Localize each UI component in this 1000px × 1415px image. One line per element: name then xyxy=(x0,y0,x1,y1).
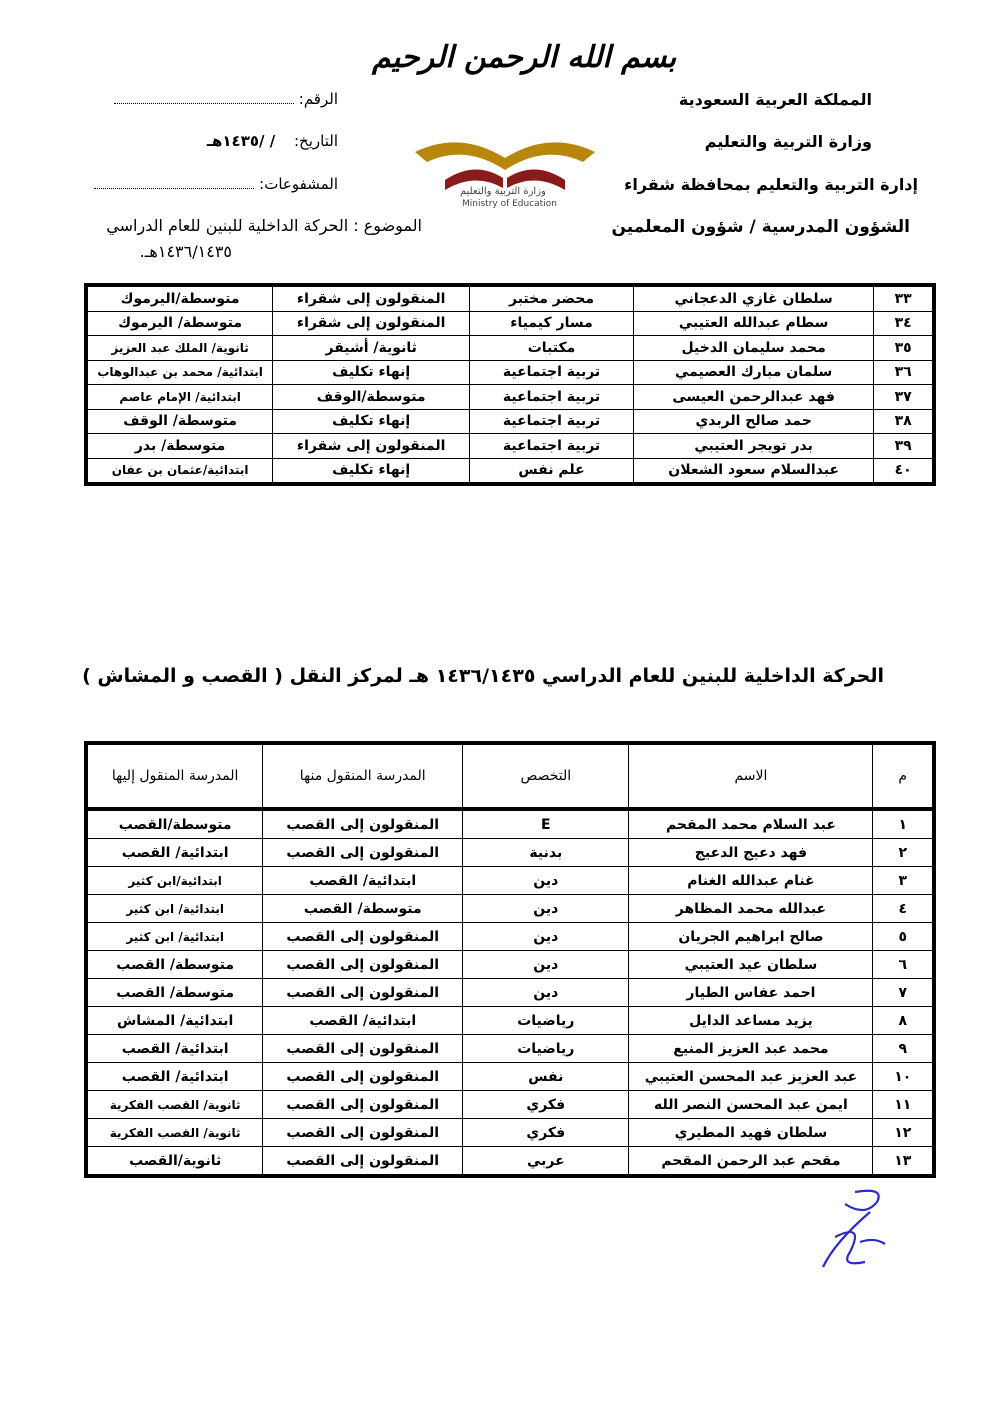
subject-line-2: ١٤٣٦/١٤٣٥هـ. xyxy=(139,242,232,261)
cell-to: ابتدائية/ القصب xyxy=(86,1035,263,1063)
cell-spec: مسار كيمياء xyxy=(470,311,634,336)
cell-num: ٣٧ xyxy=(874,385,934,410)
cell-from: ابتدائية/ القصب xyxy=(263,867,463,895)
cell-num: ٣٤ xyxy=(874,311,934,336)
header-num: م xyxy=(873,743,934,809)
cell-from: المنقولون إلى القصب xyxy=(263,923,463,951)
cell-num: ٢ xyxy=(873,839,934,867)
cell-from: ابتدائية/ القصب xyxy=(263,1007,463,1035)
cell-from: إنهاء تكليف xyxy=(273,409,470,434)
cell-to: ابتدائية/ المشاش xyxy=(86,1007,263,1035)
cell-spec: تربية اجتماعية xyxy=(470,360,634,385)
cell-from: المنقولون إلى القصب xyxy=(263,1063,463,1091)
cell-from: المنقولون إلى القصب xyxy=(263,809,463,839)
cell-name: سلمان مبارك العصيمي xyxy=(633,360,873,385)
cell-from: إنهاء تكليف xyxy=(273,360,470,385)
cell-to: متوسطة/القصب xyxy=(86,809,263,839)
cell-num: ٩ xyxy=(873,1035,934,1063)
cell-from: ثانوية/ أشيقر xyxy=(273,336,470,361)
cell-num: ٨ xyxy=(873,1007,934,1035)
cell-name: سلطان عيد العتيبي xyxy=(629,951,873,979)
number-blank xyxy=(114,103,294,104)
cell-num: ٣٨ xyxy=(874,409,934,434)
header-kingdom: المملكة العربية السعودية xyxy=(678,90,872,109)
attachments-blank xyxy=(94,188,254,189)
table-row xyxy=(86,458,934,484)
cell-spec: دين xyxy=(463,867,629,895)
cell-num: ١ xyxy=(873,809,934,839)
transfers-table-continued xyxy=(84,283,936,486)
cell-name: عبدالله محمد المظاهر xyxy=(629,895,873,923)
header-from: المدرسة المنقول منها xyxy=(263,743,463,809)
cell-spec: رياضيات xyxy=(463,1007,629,1035)
cell-name: عبدالسلام سعود الشعلان xyxy=(633,458,873,484)
cell-spec: E xyxy=(463,809,629,839)
table-row xyxy=(86,1035,934,1063)
cell-to: متوسطة/ اليرموك xyxy=(86,311,273,336)
cell-from: المنقولون إلى القصب xyxy=(263,1119,463,1147)
cell-spec: عربي xyxy=(463,1147,629,1177)
cell-to: متوسطة/ بدر xyxy=(86,434,273,459)
signature-scribble xyxy=(815,1182,895,1272)
cell-from: المنقولون إلى القصب xyxy=(263,1035,463,1063)
cell-from: المنقولون إلى القصب xyxy=(263,979,463,1007)
number-field xyxy=(114,90,338,108)
table-row xyxy=(86,979,934,1007)
cell-to: ابتدائية/ابن كثير xyxy=(86,867,263,895)
cell-to: ابتدائية/ ابن كثير xyxy=(86,895,263,923)
attachments-label: المشفوعات: xyxy=(259,175,338,193)
cell-name: بدر تويجر العتيبي xyxy=(633,434,873,459)
number-label: الرقم: xyxy=(298,90,338,108)
cell-to: ابتدائية/ الإمام عاصم xyxy=(86,385,273,410)
cell-spec: دين xyxy=(463,923,629,951)
cell-to: ابتدائية/ ابن كثير xyxy=(86,923,263,951)
cell-to: ثانوية/القصب xyxy=(86,1147,263,1177)
cell-spec: دين xyxy=(463,979,629,1007)
cell-from: المنقولون إلى شقراء xyxy=(273,434,470,459)
table-row xyxy=(86,839,934,867)
cell-name: فهد عبدالرحمن العيسى xyxy=(633,385,873,410)
table-row xyxy=(86,311,934,336)
table-header-row xyxy=(86,743,934,809)
cell-num: ١٢ xyxy=(873,1119,934,1147)
cell-to: ابتدائية/عثمان بن عفان xyxy=(86,458,273,484)
table-row xyxy=(86,360,934,385)
header-spec: التخصص xyxy=(463,743,629,809)
table-row xyxy=(86,1007,934,1035)
cell-name: محمد سليمان الدخيل xyxy=(633,336,873,361)
cell-name: يزيد مساعد الدايل xyxy=(629,1007,873,1035)
cell-num: ٥ xyxy=(873,923,934,951)
cell-spec: بدنية xyxy=(463,839,629,867)
table-row xyxy=(86,1091,934,1119)
cell-from: متوسطة/الوقف xyxy=(273,385,470,410)
cell-name: فهد دعيج الدعيج xyxy=(629,839,873,867)
cell-num: ٧ xyxy=(873,979,934,1007)
table-row xyxy=(86,409,934,434)
transfers-table-body xyxy=(86,285,934,484)
cell-name: محمد عبد العزيز المنيع xyxy=(629,1035,873,1063)
table-row xyxy=(86,1119,934,1147)
cell-from: المنقولون إلى القصب xyxy=(263,1091,463,1119)
cell-num: ٣ xyxy=(873,867,934,895)
header-directorate: إدارة التربية والتعليم بمحافظة شقراء xyxy=(624,175,918,194)
cell-to: ابتدائية/ محمد بن عبدالوهاب xyxy=(86,360,273,385)
basmala-calligraphy: بسم الله الرحمن الرحيم xyxy=(372,40,677,75)
cell-spec: تربية اجتماعية xyxy=(470,409,634,434)
cell-spec: دين xyxy=(463,951,629,979)
table-row xyxy=(86,951,934,979)
cell-spec: فكري xyxy=(463,1119,629,1147)
cell-num: ١٠ xyxy=(873,1063,934,1091)
cell-name: ايمن عبد المحسن النصر الله xyxy=(629,1091,873,1119)
cell-num: ٣٥ xyxy=(874,336,934,361)
cell-spec: نفس xyxy=(463,1063,629,1091)
cell-spec: علم نفس xyxy=(470,458,634,484)
cell-num: ١٣ xyxy=(873,1147,934,1177)
cell-num: ٣٩ xyxy=(874,434,934,459)
cell-from: المنقولون إلى القصب xyxy=(263,951,463,979)
date-field xyxy=(207,132,338,150)
cell-from: متوسطة/ القصب xyxy=(263,895,463,923)
table-row xyxy=(86,867,934,895)
cell-num: ٣٦ xyxy=(874,360,934,385)
cell-to: ثانوية/ القصب الفكرية xyxy=(86,1091,263,1119)
header-ministry: وزارة التربية والتعليم xyxy=(704,132,872,151)
table-row xyxy=(86,923,934,951)
cell-name: مقحم عبد الرحمن المقحم xyxy=(629,1147,873,1177)
cell-num: ٦ xyxy=(873,951,934,979)
cell-name: سلطان فهيد المطيري xyxy=(629,1119,873,1147)
cell-spec: فكري xyxy=(463,1091,629,1119)
cell-name: حمد صالح الربدي xyxy=(633,409,873,434)
table-row xyxy=(86,1063,934,1091)
ministry-logo-ar: وزارة التربية والتعليم xyxy=(460,186,546,197)
cell-num: ٣٣ xyxy=(874,285,934,311)
cell-from: المنقولون إلى شقراء xyxy=(273,285,470,311)
cell-spec: مكتبات xyxy=(470,336,634,361)
ministry-logo-en: Ministry of Education xyxy=(462,199,557,209)
attachments-field xyxy=(94,175,338,193)
table-row xyxy=(86,895,934,923)
cell-name: سلطان غازي الدعجاني xyxy=(633,285,873,311)
date-value: / /١٤٣٥هـ xyxy=(206,132,276,150)
cell-name: احمد عفاس الطيار xyxy=(629,979,873,1007)
table-row xyxy=(86,385,934,410)
table-row xyxy=(86,336,934,361)
header-to: المدرسة المنقول إليها xyxy=(86,743,263,809)
table-row xyxy=(86,1147,934,1177)
cell-spec: رياضيات xyxy=(463,1035,629,1063)
cell-to: متوسطة/اليرموك xyxy=(86,285,273,311)
cell-from: المنقولون إلى القصب xyxy=(263,839,463,867)
header-department: الشؤون المدرسية / شؤون المعلمين xyxy=(611,217,910,237)
transfers-table-qasab xyxy=(84,741,936,1178)
cell-to: ثانوية/ القصب الفكرية xyxy=(86,1119,263,1147)
cell-to: ابتدائية/ القصب xyxy=(86,1063,263,1091)
cell-spec: دين xyxy=(463,895,629,923)
table-row xyxy=(86,809,934,839)
table-row xyxy=(86,285,934,311)
cell-spec: تربية اجتماعية xyxy=(470,434,634,459)
cell-name: صالح ابراهيم الجريان xyxy=(629,923,873,951)
cell-num: ٤ xyxy=(873,895,934,923)
cell-to: متوسطة/ القصب xyxy=(86,951,263,979)
subject-line-1: الموضوع : الحركة الداخلية للبنين للعام الدراسي xyxy=(106,216,422,235)
section-title: الحركة الداخلية للبنين للعام الدراسي ١٤٣٦/١٤٣٥ هـ لمركز النقل ( القصب و المشاش ) xyxy=(82,665,884,687)
cell-spec: تربية اجتماعية xyxy=(470,385,634,410)
date-label: التاريخ: xyxy=(294,132,338,150)
cell-to: متوسطة/ القصب xyxy=(86,979,263,1007)
cell-name: سطام عبدالله العتيبي xyxy=(633,311,873,336)
cell-to: ثانوية/ الملك عبد العزيز xyxy=(86,336,273,361)
cell-from: المنقولون إلى القصب xyxy=(263,1147,463,1177)
cell-to: متوسطة/ الوقف xyxy=(86,409,273,434)
cell-from: المنقولون إلى شقراء xyxy=(273,311,470,336)
cell-name: عبد العزيز عبد المحسن العتيبي xyxy=(629,1063,873,1091)
cell-name: عبد السلام محمد المقحم xyxy=(629,809,873,839)
cell-to: ابتدائية/ القصب xyxy=(86,839,263,867)
header-name: الاسم xyxy=(629,743,873,809)
transfers-table-body-qasab xyxy=(86,809,934,1176)
cell-name: غنام عبدالله الغنام xyxy=(629,867,873,895)
table-row xyxy=(86,434,934,459)
cell-num: ٤٠ xyxy=(874,458,934,484)
cell-num: ١١ xyxy=(873,1091,934,1119)
cell-spec: محضر مختبر xyxy=(470,285,634,311)
cell-from: إنهاء تكليف xyxy=(273,458,470,484)
